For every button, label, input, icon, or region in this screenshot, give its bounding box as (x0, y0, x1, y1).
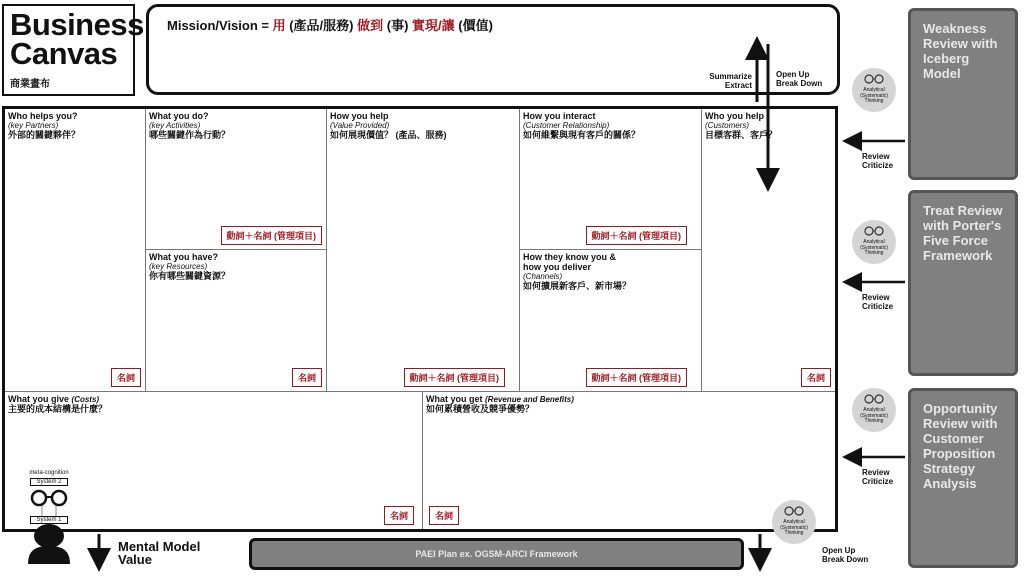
tag-verb-noun: 動詞＋名詞 (管理項目) (586, 368, 688, 387)
tag-noun: 名詞 (384, 506, 414, 525)
thinking-circle-3: Analytical (Systematic) Thinking (852, 388, 896, 432)
title-line1: Business (10, 7, 144, 42)
glasses-icon (784, 506, 804, 516)
thinking-circle-2: Analytical (Systematic) Thinking (852, 220, 896, 264)
glasses-icon (16, 486, 82, 516)
bottom-open-label: Open Up Break Down (822, 546, 869, 564)
mission-use: 用 (272, 18, 286, 33)
mission-use-paren: (產品/服務) (285, 18, 358, 33)
thinking-circle-1: Analytical (Systematic) Thinking (852, 68, 896, 112)
business-canvas (2, 106, 838, 532)
mental-model-label: Mental Model Value (118, 539, 201, 567)
meta-label: meta-cognition (29, 470, 69, 476)
title-zh: 商業畫布 (10, 79, 50, 90)
cell-revenue: What you get (Revenue and Benefits) 如何累積營收及競爭優勢？ 名詞 (423, 392, 835, 529)
cell-activities: What you do? (key Activities) 哪些關鍵作為行動？ 動詞＋名詞 (管理項目) (146, 109, 327, 250)
tag-verb-noun: 動詞＋名詞 (管理項目) (404, 368, 506, 387)
system1-box: System 1 (30, 516, 68, 524)
head-silhouette-icon (16, 524, 82, 564)
review-label-3: Review Criticize (862, 468, 894, 486)
review-label-2: Review Criticize (862, 293, 894, 311)
summarize-label: Summarize Extract (709, 72, 752, 90)
glasses-icon (864, 226, 884, 236)
cell-partners: Who helps you? (key Partners) 外部的關鍵夥伴？ 名詞 (5, 109, 146, 392)
mission-prefix: Mission/Vision = (167, 18, 273, 33)
open-up-label: Open Up Break Down (776, 70, 823, 88)
panel-threat-review: Treat Review with Porter's Five Force Framework (908, 190, 1018, 376)
mission-realize: 實現/讓 (412, 18, 455, 33)
cell-customers: Who you help (Customers) 目標客群、客戶？ 名詞 (702, 109, 835, 392)
tag-noun: 名詞 (429, 506, 459, 525)
cell-resources: What you have? (key Resources) 你有哪些關鍵資源？ 名詞 (146, 250, 327, 392)
review-label-1: Review Criticize (862, 152, 894, 170)
cell-costs: What you give (Costs) 主要的成本結構是什麼？ 名詞 (5, 392, 423, 529)
system2-box: System 2 (30, 478, 68, 486)
cell-relationship: How you interact (Customer Relationship) 如何維繫與現有客戶的關係？ 動詞＋名詞 (管理項目) (520, 109, 702, 250)
panel-opportunity-review: Opportunity Review with Customer Proposition Strategy Analysis (908, 388, 1018, 568)
mission-do-paren: (事) (383, 18, 413, 33)
tag-verb-noun: 動詞＋名詞 (管理項目) (586, 226, 688, 245)
meta-cognition-figure (16, 470, 82, 576)
cell-value: How you help (Value Provided) 如何展現價值？ (產品、服務) 動詞＋名詞 (管理項目) (327, 109, 520, 392)
mission-do: 做到 (357, 18, 384, 33)
glasses-icon (864, 394, 884, 404)
tag-noun: 名詞 (292, 368, 322, 387)
tag-verb-noun: 動詞＋名詞 (管理項目) (221, 226, 323, 245)
tag-noun: 名詞 (801, 368, 831, 387)
cell-channels: How they know you & how you deliver (Channels) 如何擴展新客戶、新市場？ 動詞＋名詞 (管理項目) (520, 250, 702, 392)
panel-weakness-review: Weakness Review with Iceberg Model (908, 8, 1018, 180)
glasses-icon (864, 74, 884, 84)
tag-noun: 名詞 (111, 368, 141, 387)
mission-realize-paren: (價值) (454, 18, 493, 33)
plan-bar: PAEI Plan ex. OGSM-ARCI Framework (249, 538, 744, 570)
thinking-circle-4: Analytical (Systematic) Thinking (772, 500, 816, 544)
title-line2: Canvas (10, 36, 118, 71)
